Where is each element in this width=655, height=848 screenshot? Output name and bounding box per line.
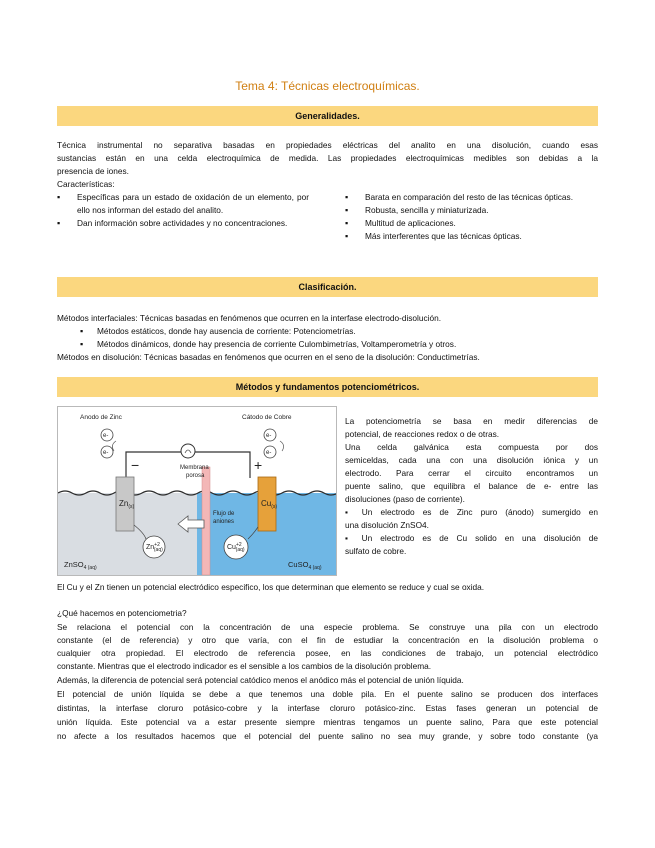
electron-path-arrow [112,441,116,451]
metodos-disolucion: Métodos en disolución: Técnicas basadas en fenómenos que ocurren en el seno de la disolución: Conductimetrías. [57,352,480,362]
text-line: potencial, de reacciones redox o de otras. [345,429,500,439]
page-title: Tema 4: Técnicas electroquímicas. [235,79,420,93]
caracteristicas-right-list [345,191,598,243]
flujo-label: Flujo de [213,511,235,517]
potenciometria-explanation [345,415,598,558]
electron-label: e- [103,450,109,456]
text-line: ▪ Un electrodo es de Cu solido en una disolución de [345,533,598,543]
after-diagram-text: El Cu y el Zn tienen un potencial electródico especifico, los que determinan que elemento se reduce y cual se oxida. [57,582,485,592]
text-line: ▪ Un electrodo es de Zinc puro (ánodo) sumergido en [345,507,598,517]
intro-line-2: sustancias están en una celda electroquímica de medida. Las propiedades electroquímicas medibles son debidas a la [57,153,598,163]
minus-sign: − [131,457,140,473]
intro-line-3: presencia de iones. [57,166,129,176]
porosa-label: porosa [186,473,205,479]
copper-ion-label: $Cu^{+2}$ (aq) [227,542,245,553]
paragraph-line: El potencial de unión líquida se debe a que tenemos una doble pila. En el puente salino se producen dos interfaces [57,689,598,699]
question-heading: ¿Qué hacemos en potenciometria? [57,608,187,618]
caracteristicas-label: Características: [57,179,115,189]
metodos-sub-list [57,325,598,351]
section-header-metodos: Métodos y fundamentos potenciométricos. [57,377,598,397]
anodo-label: Anodo de Zinc [80,414,122,421]
cu-electrode-label: $Cu_{(s)}$ [261,499,278,510]
section-header-generalidades: Generalidades. [57,106,598,126]
aniones-label: aniones [213,519,235,525]
list-item: ▪ Métodos dinámicos, donde hay presencia de corriente Culombimetrías, Voltamperometría y otros. [57,338,598,351]
electron-label: e- [266,450,272,456]
bulb-icon [181,444,195,458]
list-item: ▪ Dan información sobre actividades y no concentraciones. [57,217,309,230]
electron-label: e- [266,433,272,439]
list-item: ▪ Métodos estáticos, donde hay ausencia de corriente: Potenciometrías. [57,325,598,338]
intro-line-1: Técnica instrumental no separativa basadas en propiedades eléctricas del analito en una disolución, cuando esas [57,140,598,150]
text-line: disoluciones (paso de corriente). [345,494,465,504]
paragraph-line: constante (el de referencia) y otro que varía, con el fin de estudiar la concentración en la disolución problema o [57,635,598,645]
text-line: La potenciometría se basa en medir diferencias de [345,416,598,426]
list-item: ▪ Barata en comparación del resto de las técnicas ópticas. [345,191,598,204]
paragraph-line: Además, la diferencia de potencial será potencial catódico menos el anódico más el potencial de unión líquida. [57,675,464,685]
paragraph-line: distintas, la interfase cloruro potásico-cobre y la interfase cloruro potásico-zinc. Estas fases generan un potencial de [57,703,598,713]
cuso4-label: CuSO$_{4 (aq)}$ [288,560,322,571]
metodos-interfaciales: Métodos interfaciales: Técnicas basadas en fenómenos que ocurren en la interfase electrodo-disolución. [57,313,442,323]
list-item: ▪ Multitud de aplicaciones. [345,217,598,230]
list-item: ▪ Robusta, sencilla y miniaturizada. [345,204,598,217]
text-line: Una celda galvánica esta compuesta por dos [345,442,598,452]
text-line: semiceldas, cada una con una disolución iónica y un [345,455,598,465]
znso4-label: ZnSO$_{4 (aq)}$ [64,560,97,571]
electron-label: e- [103,433,109,439]
list-item: ▪ Más interferentes que las técnicas ópticas. [345,230,598,243]
text-line: electrodo. Para cerrar el circuito encontramos un [345,468,598,478]
caracteristicas-left-list [57,191,309,230]
plus-sign: + [254,457,263,473]
paragraph-line: cualquier otra propiedad. El electrodo de referencia posee, en las condiciones de trabajo, un potencial electródico [57,648,598,658]
section-header-clasificacion: Clasificación. [57,277,598,297]
paragraph-line: no afecte a los resultados hacemos que el potencial del puente salino no sea muy grande, y sobre todo constante (ya [57,731,598,741]
paragraph-line: unión líquida. Este potencial va a estar presente siempre mientras tengamos un puente salino, Para que este potencial [57,717,598,727]
zn-electrode-label: $Zn_{(s)}$ [119,499,135,510]
galvanic-cell-diagram [57,406,337,576]
text-line: una disolución ZnSO4. [345,520,429,530]
electron-path-arrow [280,441,284,451]
zinc-ion-label: $Zn^{+2}$ (aq) [146,542,163,553]
text-line: sulfato de cobre. [345,546,407,556]
paragraph-line: Se relaciona el potencial con la concentración de una especie problema. Se construye una pila con un electrodo [57,622,598,632]
text-line: puente salino, que equilibra el balance de e- entre las [345,481,598,491]
list-item: ▪ Específicas para un estado de oxidación de un elemento, por ello nos informan del estado del analito. [57,191,309,217]
paragraph-line: constante. Mientras que el electrodo indicador es el sensible a los cambios de la disolución problema. [57,661,432,671]
membrana-label: Membrana [180,465,209,471]
catodo-label: Cátodo de Cobre [242,414,292,421]
